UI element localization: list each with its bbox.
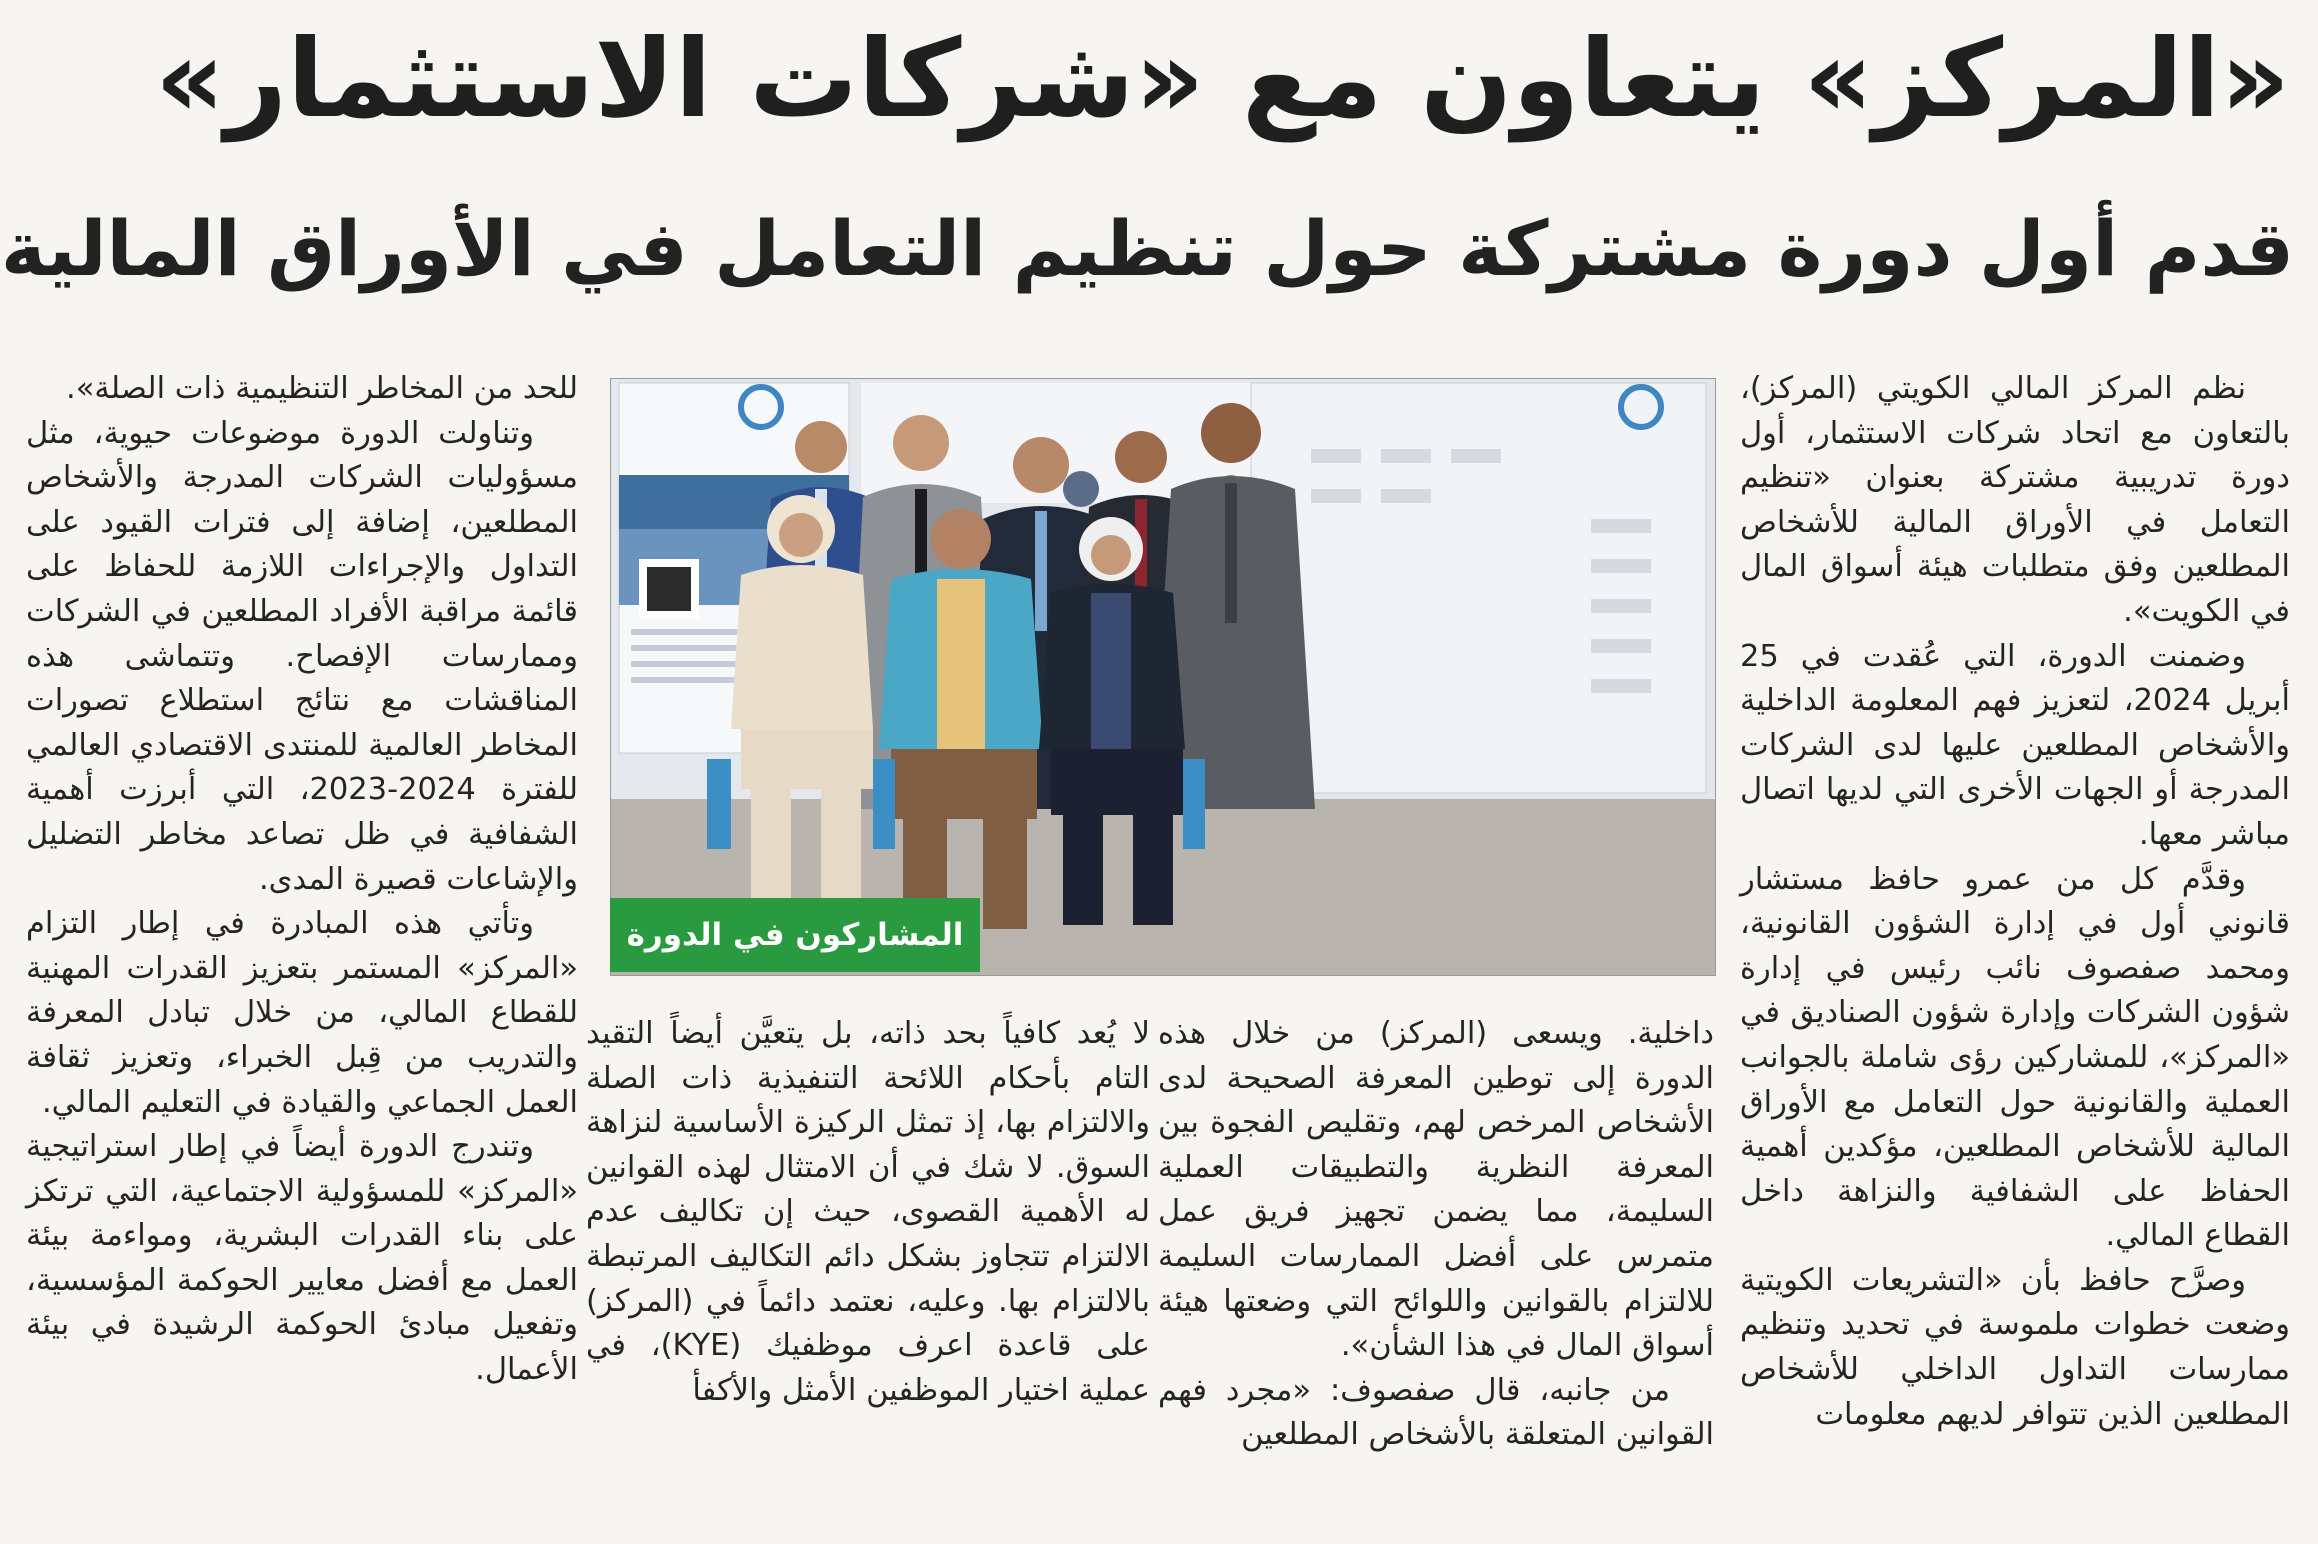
paragraph: وقدَّم كل من عمرو حافظ مستشار قانوني أول في إدارة الشؤون القانونية، ومحمد صفصوف نائب رئيس في إدارة شؤون الشركات وإدارة شؤون الصناديق في «المركز»، للمشاركين رؤى شاملة بالجوانب العملية والقانونية حول التعامل مع الأوراق المالية للأشخاص المطلعين، مؤكدين أهمية الحفاظ على الشفافية والنزاهة داخل القطاع المالي. xyxy=(1740,861,2290,1254)
article-column-mid-right xyxy=(1158,1012,1714,1532)
paragraph: للحد من المخاطر التنظيمية ذات الصلة». xyxy=(66,371,578,406)
paragraph: داخلية. ويسعى (المركز) من خلال هذه الدورة إلى توطين المعرفة الصحيحة لدى الأشخاص المرخص لهم، وتقليص الفجوة بين المعرفة النظرية والتطبيقات العملية السليمة، مما يضمن تجهيز فريق عمل متمرس على أفضل الممارسات السليمة للالتزام بالقوانين واللوائح التي وضعتها هيئة أسواق المال في هذا الشأن». xyxy=(1158,1016,1714,1364)
headline: «المركز» يتعاون مع «شركات الاستثمار» xyxy=(155,17,2290,142)
subheadline: قدم أول دورة مشتركة حول تنظيم التعامل في الأوراق المالية xyxy=(0,204,2294,293)
paragraph: وصرَّح حافظ بأن «التشريعات الكويتية وضعت خطوات ملموسة في تحديد وتنظيم ممارسات التداول الداخلي للأشخاص المطلعين الذين تتوافر لديهم معلومات xyxy=(1740,1262,2290,1432)
photo-caption: المشاركون في الدورة xyxy=(610,898,980,972)
paragraph: لا يُعد كافياً بحد ذاته، بل يتعيَّن أيضاً التقيد التام بأحكام اللائحة التنفيذية ذات الصلة والالتزام بها، إذ تمثل الركيزة الأساسية لنزاهة السوق. لا شك في أن الامتثال لهذه القوانين له الأهمية القصوى، حيث إن تكاليف عدم الالتزام تتجاوز بشكل دائم التكاليف المرتبطة بالالتزام بها. وعليه، نعتمد دائماً في (المركز) على قاعدة اعرف موظفيك (KYE)، في عملية اختيار الموظفين الأمثل والأكفأ xyxy=(586,1016,1150,1408)
article-column-left xyxy=(26,367,578,1537)
paragraph: وتأتي هذه المبادرة في إطار التزام «المركز» المستمر بتعزيز القدرات المهنية للقطاع المالي، من خلال تبادل المعرفة والتدريب من قِبل الخبراء، وتعزيز ثقافة العمل الجماعي والقيادة في التعليم المالي. xyxy=(26,906,578,1120)
paragraph: نظم المركز المالي الكويتي (المركز)، بالتعاون مع اتحاد شركات الاستثمار، أول دورة تدريبية مشتركة بعنوان «تنظيم التعامل في الأوراق المالية للأشخاص المطلعين وفق متطلبات هيئة أسواق المال في الكويت». xyxy=(1740,371,2290,629)
participants-photo-illustration xyxy=(611,379,1715,975)
paragraph: وتندرج الدورة أيضاً في إطار استراتيجية «المركز» للمسؤولية الاجتماعية، التي ترتكز على بناء القدرات البشرية، ومواءمة بيئة العمل مع أفضل معايير الحوكمة المؤسسية، وتفعيل مبادئ الحوكمة الرشيدة في بيئة الأعمال. xyxy=(26,1129,578,1388)
event-photo xyxy=(610,378,1716,976)
article-column-mid-left xyxy=(586,1012,1150,1532)
paragraph: من جانبه، قال صفصوف: «مجرد فهم القوانين المتعلقة بالأشخاص المطلعين xyxy=(1158,1372,1714,1453)
paragraph: وضمنت الدورة، التي عُقدت في 25 أبريل 2024، لتعزيز فهم المعلومة الداخلية والأشخاص المطلعين عليها لدى الشركات المدرجة أو الجهات الأخرى التي لديها اتصال مباشر معها. xyxy=(1740,638,2290,852)
paragraph: وتناولت الدورة موضوعات حيوية، مثل مسؤوليات الشركات المدرجة والأشخاص المطلعين، إضافة إلى فترات القيود على التداول والإجراءات اللازمة للحفاظ على قائمة مراقبة الأفراد المطلعين في الشركات وممارسات الإفصاح. وتتماشى هذه المناقشات مع نتائج استطلاع تصورات المخاطر العالمية للمنتدى الاقتصادي العالمي للفترة 2024-2023، التي أبرزت أهمية الشفافية في ظل تصاعد مخاطر التضليل والإشاعات قصيرة المدى. xyxy=(26,415,578,897)
article-column-right xyxy=(1740,367,2290,1537)
